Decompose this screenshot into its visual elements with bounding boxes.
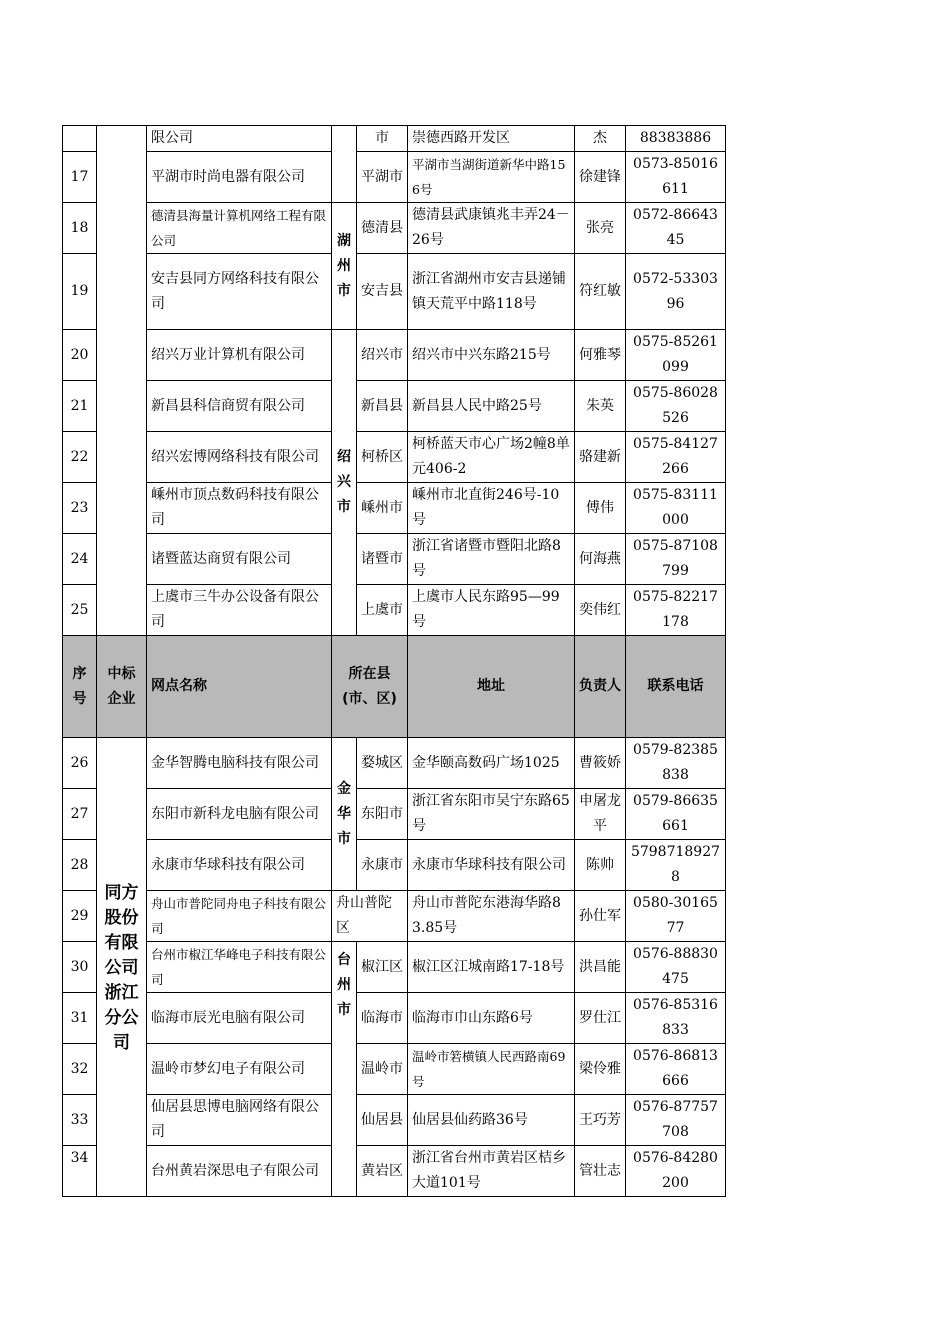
header-enterprise: 中标企业: [97, 636, 147, 738]
person: 罗仕江: [575, 993, 626, 1044]
outlet-name: 金华智腾电脑科技有限公司: [147, 738, 332, 789]
person: 王巧芳: [575, 1095, 626, 1146]
city-shaoxing: 绍兴市: [332, 330, 357, 636]
address: 上虞市人民东路95—99号: [408, 585, 575, 636]
table-row: [63, 381, 726, 432]
outlet-name: 绍兴万业计算机有限公司: [147, 330, 332, 381]
county: 柯桥区: [357, 432, 408, 483]
outlet-name: 临海市辰光电脑有限公司: [147, 993, 332, 1044]
person: 洪昌能: [575, 942, 626, 993]
phone: 0573-85016611: [626, 152, 726, 203]
county: 椒江区: [357, 942, 408, 993]
table-row: [63, 993, 726, 1044]
row-number: 23: [63, 483, 97, 534]
address: 浙江省台州市黄岩区桔乡大道101号: [408, 1146, 575, 1197]
row-number: 18: [63, 203, 97, 254]
outlet-name: 仙居县思博电脑网络有限公司: [147, 1095, 332, 1146]
person: 骆建新: [575, 432, 626, 483]
city-jinhua: 金华市: [332, 738, 357, 891]
table-row: [63, 254, 726, 330]
city-huzhou: 湖州市: [332, 203, 357, 330]
phone: 0575-86028526: [626, 381, 726, 432]
table-row: [63, 738, 726, 789]
network-table: [62, 125, 726, 1197]
table-row: [63, 891, 726, 942]
person: 何海燕: [575, 534, 626, 585]
address: 绍兴市中兴东路215号: [408, 330, 575, 381]
row-number: [63, 126, 97, 152]
table-row: [63, 126, 726, 152]
county: 东阳市: [357, 789, 408, 840]
person: 张亮: [575, 203, 626, 254]
phone: 0575-87108799: [626, 534, 726, 585]
address: 仙居县仙药路36号: [408, 1095, 575, 1146]
table-row: [63, 432, 726, 483]
row-number: 19: [63, 254, 97, 330]
address: 平湖市当湖街道新华中路156号: [408, 152, 575, 203]
county: 平湖市: [357, 152, 408, 203]
person: 梁伶雅: [575, 1044, 626, 1095]
header-address: 地址: [408, 636, 575, 738]
header-county: 所在县(市、区): [332, 636, 408, 738]
address: 金华颐高数码广场1025: [408, 738, 575, 789]
address: 嵊州市北直街246号-10号: [408, 483, 575, 534]
person: 曹筱娇: [575, 738, 626, 789]
header-name: 网点名称: [147, 636, 332, 738]
county: 仙居县: [357, 1095, 408, 1146]
table-row: [63, 203, 726, 254]
person: 管壮志: [575, 1146, 626, 1197]
person: 奕伟红: [575, 585, 626, 636]
phone: 88383886: [626, 126, 726, 152]
county: 新昌县: [357, 381, 408, 432]
table-row: [63, 483, 726, 534]
phone: 0576-87757708: [626, 1095, 726, 1146]
row-number: 17: [63, 152, 97, 203]
address: 温岭市箬横镇人民西路南69号: [408, 1044, 575, 1095]
outlet-name: 嵊州市顶点数码科技有限公司: [147, 483, 332, 534]
header-no: 序号: [63, 636, 97, 738]
phone: 0575-84127266: [626, 432, 726, 483]
phone: 57987189278: [626, 840, 726, 891]
person: 傅伟: [575, 483, 626, 534]
row-number: 26: [63, 738, 97, 789]
row-number: 25: [63, 585, 97, 636]
table-row: [63, 585, 726, 636]
address: 柯桥蓝天市心广场2幢8单元406-2: [408, 432, 575, 483]
phone: 0575-82217178: [626, 585, 726, 636]
header-phone: 联系电话: [626, 636, 726, 738]
row-number: 28: [63, 840, 97, 891]
outlet-name: 德清县海量计算机网络工程有限公司: [147, 203, 332, 254]
phone: 0576-86813666: [626, 1044, 726, 1095]
city-zhoushan: 舟山普陀区: [332, 891, 408, 942]
outlet-name: 安吉县同方网络科技有限公司: [147, 254, 332, 330]
county: 市: [357, 126, 408, 152]
outlet-name: 新昌县科信商贸有限公司: [147, 381, 332, 432]
table-row: [63, 1095, 726, 1146]
outlet-name: 台州市椒江华峰电子科技有限公司: [147, 942, 332, 993]
phone: 0575-85261099: [626, 330, 726, 381]
person: 符红敏: [575, 254, 626, 330]
county: 婺城区: [357, 738, 408, 789]
outlet-name: 东阳市新科龙电脑有限公司: [147, 789, 332, 840]
outlet-name: 台州黄岩深思电子有限公司: [147, 1146, 332, 1197]
person: 申屠龙平: [575, 789, 626, 840]
phone: 0576-85316833: [626, 993, 726, 1044]
outlet-name: 限公司: [147, 126, 332, 152]
row-number: 31: [63, 993, 97, 1044]
table-row: [63, 534, 726, 585]
table-row: [63, 840, 726, 891]
row-number: 34: [63, 1146, 97, 1197]
outlet-name: 舟山市普陀同舟电子科技有限公司: [147, 891, 332, 942]
enterprise-label: 同方股份有限公司浙江分公司: [104, 882, 139, 1053]
county: 温岭市: [357, 1044, 408, 1095]
outlet-name: 诸暨蓝达商贸有限公司: [147, 534, 332, 585]
person: 陈帅: [575, 840, 626, 891]
outlet-name: 温岭市梦幻电子有限公司: [147, 1044, 332, 1095]
county: 诸暨市: [357, 534, 408, 585]
phone: 0572-5330396: [626, 254, 726, 330]
table-header: [63, 636, 726, 738]
phone: 0579-86635661: [626, 789, 726, 840]
address: 浙江省东阳市吴宁东路65号: [408, 789, 575, 840]
row-number: 30: [63, 942, 97, 993]
outlet-name: 永康市华球科技有限公司: [147, 840, 332, 891]
enterprise-name: [97, 738, 147, 1197]
county: 永康市: [357, 840, 408, 891]
table-row: [63, 152, 726, 203]
phone: 0576-84280200: [626, 1146, 726, 1197]
county: 绍兴市: [357, 330, 408, 381]
county: 上虞市: [357, 585, 408, 636]
phone: 0576-88830475: [626, 942, 726, 993]
row-number: 22: [63, 432, 97, 483]
outlet-name: 上虞市三牛办公设备有限公司: [147, 585, 332, 636]
table-row: [63, 1044, 726, 1095]
county: 安吉县: [357, 254, 408, 330]
address: 崇德西路开发区: [408, 126, 575, 152]
phone: 0572-8664345: [626, 203, 726, 254]
outlet-name: 平湖市时尚电器有限公司: [147, 152, 332, 203]
person: 杰: [575, 126, 626, 152]
outlet-name: 绍兴宏博网络科技有限公司: [147, 432, 332, 483]
header-person: 负责人: [575, 636, 626, 738]
phone: 0580-3016577: [626, 891, 726, 942]
table-row: [63, 330, 726, 381]
person: 何雅琴: [575, 330, 626, 381]
address: 浙江省诸暨市暨阳北路8号: [408, 534, 575, 585]
row-number: 29: [63, 891, 97, 942]
table-row: [63, 1146, 726, 1197]
person: 徐建锋: [575, 152, 626, 203]
row-number: 32: [63, 1044, 97, 1095]
city-taizhou: 台州市: [332, 942, 357, 1197]
address: 临海市巾山东路6号: [408, 993, 575, 1044]
enterprise-cell: [97, 126, 147, 636]
city-cell: [332, 126, 357, 203]
county: 嵊州市: [357, 483, 408, 534]
row-number: 33: [63, 1095, 97, 1146]
address: 浙江省湖州市安吉县递铺镇天荒平中路118号: [408, 254, 575, 330]
phone: 0579-82385838: [626, 738, 726, 789]
address: 舟山市普陀东港海华路83.85号: [408, 891, 575, 942]
address: 永康市华球科技有限公司: [408, 840, 575, 891]
table-row: [63, 789, 726, 840]
county: 临海市: [357, 993, 408, 1044]
table-row: [63, 942, 726, 993]
row-number: 24: [63, 534, 97, 585]
row-number: 21: [63, 381, 97, 432]
phone: 0575-83111000: [626, 483, 726, 534]
county: 德清县: [357, 203, 408, 254]
address: 德清县武康镇兆丰弄24－26号: [408, 203, 575, 254]
row-number: 27: [63, 789, 97, 840]
county: 黄岩区: [357, 1146, 408, 1197]
person: 朱英: [575, 381, 626, 432]
address: 新昌县人民中路25号: [408, 381, 575, 432]
row-number: 20: [63, 330, 97, 381]
person: 孙仕军: [575, 891, 626, 942]
address: 椒江区江城南路17-18号: [408, 942, 575, 993]
